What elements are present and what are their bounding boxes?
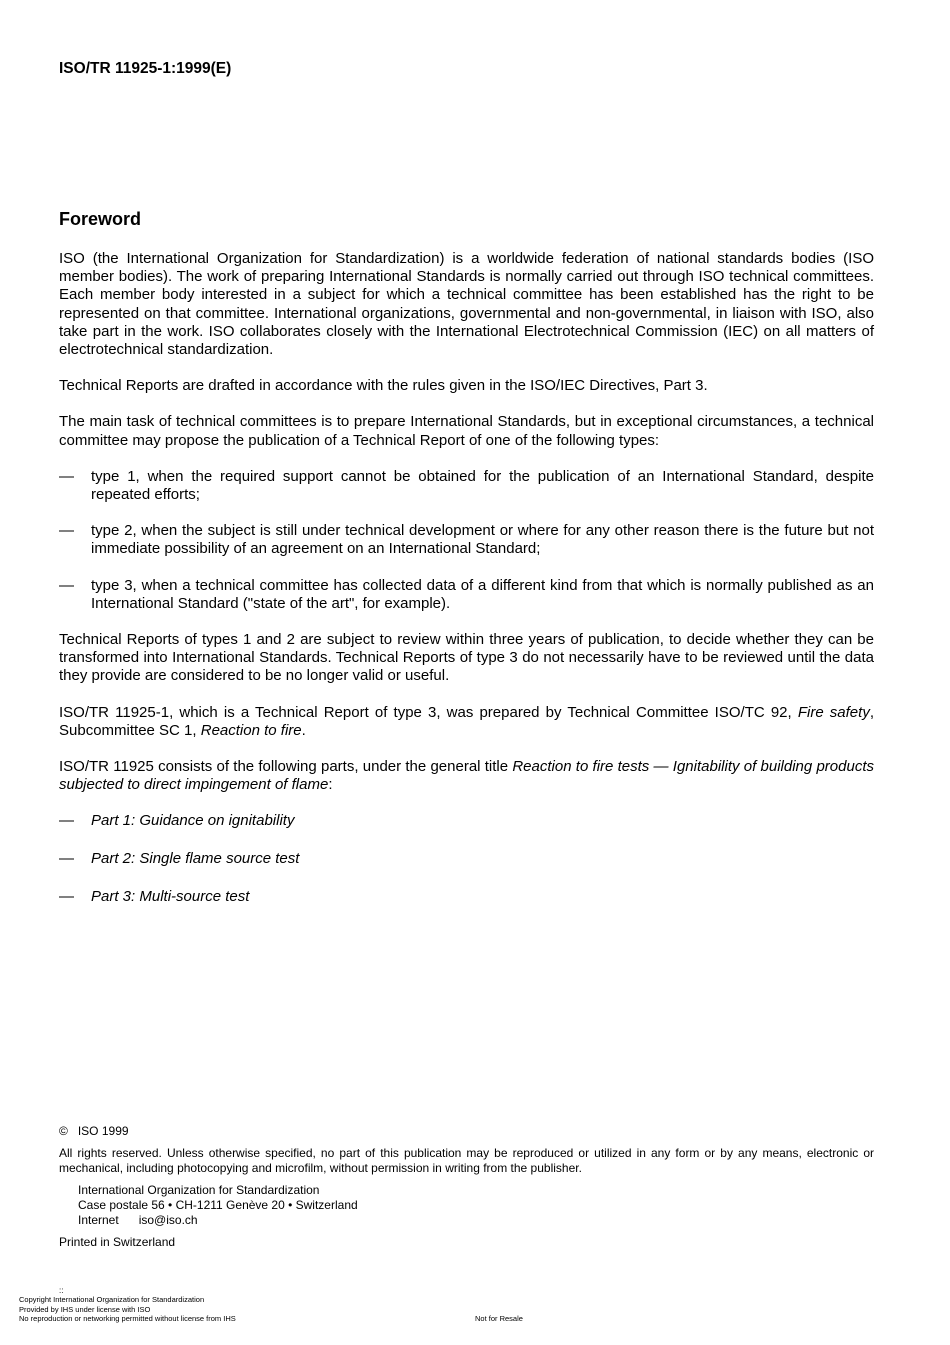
parts-list	[59, 812, 874, 906]
part-title: Part 2: Single flame source test	[91, 850, 300, 868]
paragraph-prepared-by	[59, 704, 874, 740]
publisher-postal: Case postale 56 • CH-1211 Genève 20 • Switzerland	[78, 1198, 358, 1212]
dash-marker: —	[59, 812, 74, 830]
dash-marker: —	[59, 522, 74, 540]
internet-label: Internet	[78, 1213, 119, 1227]
footer-line-reproduction: No reproduction or networking permitted without license from IHS	[19, 1314, 236, 1323]
not-for-resale: Not for Resale	[475, 1314, 523, 1323]
paragraph-review: Technical Reports of types 1 and 2 are subject to review within three years of publication, to decide whether they can be transformed into International Standards. Technical Reports of type 3 do not necessarily have to be reviewed until the data they provide are considered to be no longer valid or useful.	[59, 631, 874, 685]
dash-marker: —	[59, 576, 74, 594]
paragraph-main-task: The main task of technical committees is to prepare International Standards, but in exceptional circumstances, a technical committee may propose the publication of a Technical Report of one of the following types:	[59, 413, 874, 449]
list-item-type-1	[59, 468, 874, 504]
dash-marker: —	[59, 467, 74, 485]
dash-marker: —	[59, 850, 74, 868]
document-id: ISO/TR 11925-1:1999(E)	[59, 60, 232, 77]
list-item-part-1	[59, 812, 874, 830]
footer-line-copyright: Copyright International Organization for Standardization	[19, 1295, 205, 1304]
text-run: ISO/TR 11925-1, which is a Technical Report of type 3, was prepared by Technical Committee ISO/TC 92,	[59, 703, 798, 721]
part-title: Part 1: Guidance on ignitability	[91, 812, 295, 830]
rights-statement: All rights reserved. Unless otherwise specified, no part of this publication may be reproduced or utilized in any form or by any means, electronic or mechanical, including photocopying and microfilm, without permission in writing from the publisher.	[59, 1146, 874, 1175]
paragraph-directives: Technical Reports are drafted in accordance with the rules given in the ISO/IEC Directives, Part 3.	[59, 377, 708, 395]
copyright-year: ISO 1999	[77, 1124, 129, 1138]
list-item-part-3	[59, 888, 874, 906]
text-run: .	[301, 721, 306, 739]
list-item-type-3	[59, 577, 874, 613]
list-item-text: type 2, when the subject is still under technical development or where for any other reason there is the future but not immediate possibility of an agreement on an International Standard;	[91, 522, 874, 558]
publisher-address	[59, 1183, 874, 1228]
paragraph-parts-intro	[59, 758, 874, 794]
list-item-part-2	[59, 850, 874, 868]
text-run: ISO/TR 11925 consists of the following parts, under the general title	[59, 758, 513, 776]
internet-email: iso@iso.ch	[138, 1213, 198, 1227]
general-title: Reaction to fire tests — Ignitability of building products subjected to direct impingement of flame	[59, 758, 874, 794]
text-run: , Subcommittee SC 1,	[59, 703, 874, 739]
footer-line-provided: Provided by IHS under license with ISO	[19, 1304, 151, 1314]
copyright-line	[59, 1124, 874, 1139]
part-title: Part 3: Multi-source test	[91, 887, 250, 905]
committee-name: Fire safety	[797, 703, 870, 721]
publisher-internet	[78, 1213, 874, 1228]
dash-marker: —	[59, 887, 74, 905]
text-run: :	[328, 776, 333, 794]
copyright-block	[59, 1124, 874, 1257]
copyright-symbol: ©	[59, 1124, 68, 1138]
list-item-text: type 3, when a technical committee has collected data of a different kind from that which is normally published as an International Standard ("state of the art", for example).	[91, 576, 874, 612]
footer-mark: ::	[59, 1286, 64, 1295]
foreword-body	[59, 250, 874, 926]
page-title: Foreword	[59, 209, 142, 229]
subcommittee-name: Reaction to fire	[200, 721, 302, 739]
paragraph-iso-intro: ISO (the International Organization for Standardization) is a worldwide federation of national standards bodies (ISO member bodies). The work of preparing International Standards is normally carried out through ISO technical committees. Each member body interested in a subject for which a technical committee has been established has the right to be represented on that committee. International organizations, governmental and non-governmental, in liaison with ISO, also take part in the work. ISO collaborates closely with the International Electrotechnical Commission (IEC) on all matters of electrotechnical standardization.	[59, 250, 874, 359]
list-item-text: type 1, when the required support cannot be obtained for the publication of an International Standard, despite repeated efforts;	[91, 467, 874, 504]
license-footer	[19, 1287, 619, 1324]
list-item-type-2	[59, 522, 874, 558]
printed-in: Printed in Switzerland	[59, 1235, 176, 1249]
publisher-org: International Organization for Standardization	[78, 1183, 320, 1197]
